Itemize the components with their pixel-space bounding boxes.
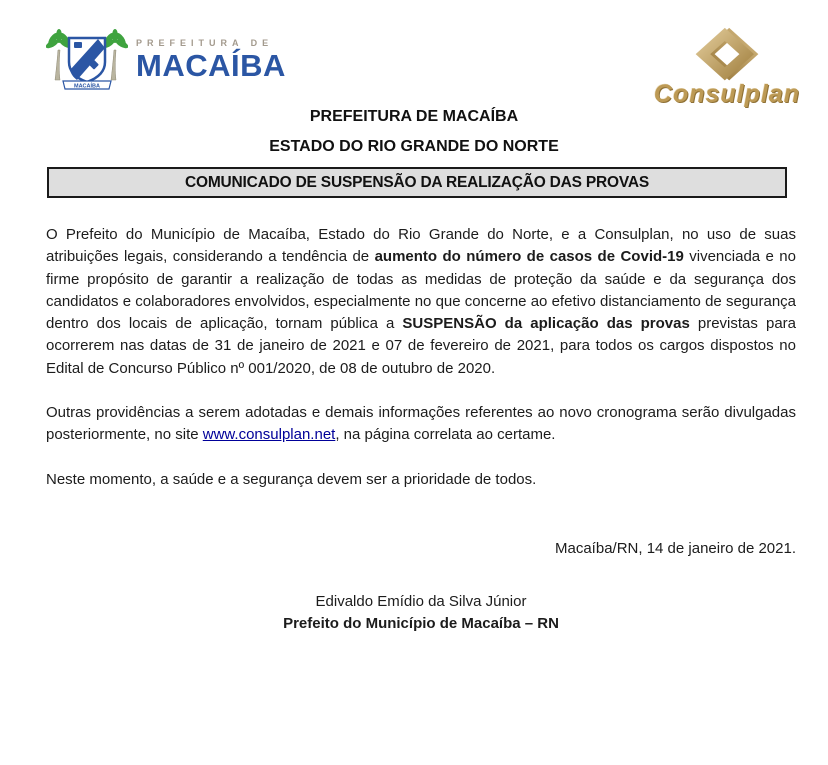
text-segment: Neste momento, a saúde e a segurança devem ser a prioridade de todos.	[46, 470, 537, 488]
macaiba-logo-small-text: PREFEITURA DE	[136, 38, 274, 48]
date-line: Macaíba/RN, 14 de janeiro de 2021.	[555, 539, 796, 557]
crest-ribbon-text: MACAÍBA	[74, 83, 100, 90]
announcement-banner-text: COMUNICADO DE SUSPENSÃO DA REALIZAÇÃO DAS PROVAS	[184, 173, 650, 191]
crest-ribbon	[63, 81, 111, 90]
text-segment: vivenciada e no firme propósito de garantir a realização de todas as medidas de proteção da saúde e da segurança dos candidatos e colaboradores envolvidos, especialmente no que concerne ao efetivo distanciamento de segurança dentro dos locais de aplicação, tornam pública a	[46, 248, 796, 333]
document-title: PREFEITURA DE MACAÍBA	[309, 108, 519, 125]
header	[46, 22, 804, 109]
text-segment: previstas para ocorrerem nas datas de 31 de janeiro de 2021 e 07 de fevereiro de 2021, para todos os cargos dispostos no Edital de Concurso Público nº 001/2020, de 08 de outubro de 2020.	[46, 315, 796, 377]
consulplan-logo-text: Consulplan	[653, 80, 800, 108]
consulplan-logo	[654, 22, 800, 109]
paragraph-2	[46, 402, 796, 447]
macaiba-logo-big-text: MACAÍBA	[136, 48, 286, 83]
document-subtitle: ESTADO DO RIO GRANDE DO NORTE	[269, 138, 559, 155]
macaiba-crest-icon	[46, 28, 128, 92]
signature-title: Prefeito do Município de Macaíba – RN	[283, 615, 559, 633]
text-segment: O Prefeito do Município de Macaíba, Estado do Rio Grande do Norte, e a Consulplan, no uso de suas atribuições legais, considerando a tendência de	[46, 226, 796, 266]
document-body	[46, 224, 796, 635]
text-segment: , na página correlata ao certame.	[335, 426, 556, 444]
title-block	[0, 108, 828, 156]
paragraph-1	[46, 224, 796, 380]
macaiba-logo-text	[136, 39, 286, 81]
signature-block	[46, 591, 796, 635]
consulplan-mark-icon	[672, 22, 782, 84]
consulplan-site-link[interactable]: www.consulplan.net	[202, 426, 336, 444]
paragraph-3	[46, 469, 796, 491]
announcement-banner	[47, 167, 787, 198]
text-segment: aumento do número de casos de Covid-19	[374, 248, 684, 266]
text-segment: Outras providências a serem adotadas e demais informações referentes ao novo cronograma serão divulgadas posteriormente, no site	[46, 404, 796, 444]
shield-icon	[69, 38, 105, 82]
text-segment: SUSPENSÃO da aplicação das provas	[402, 315, 690, 333]
signature-name: Edivaldo Emídio da Silva Júnior	[315, 593, 527, 611]
macaiba-logo	[46, 28, 286, 92]
